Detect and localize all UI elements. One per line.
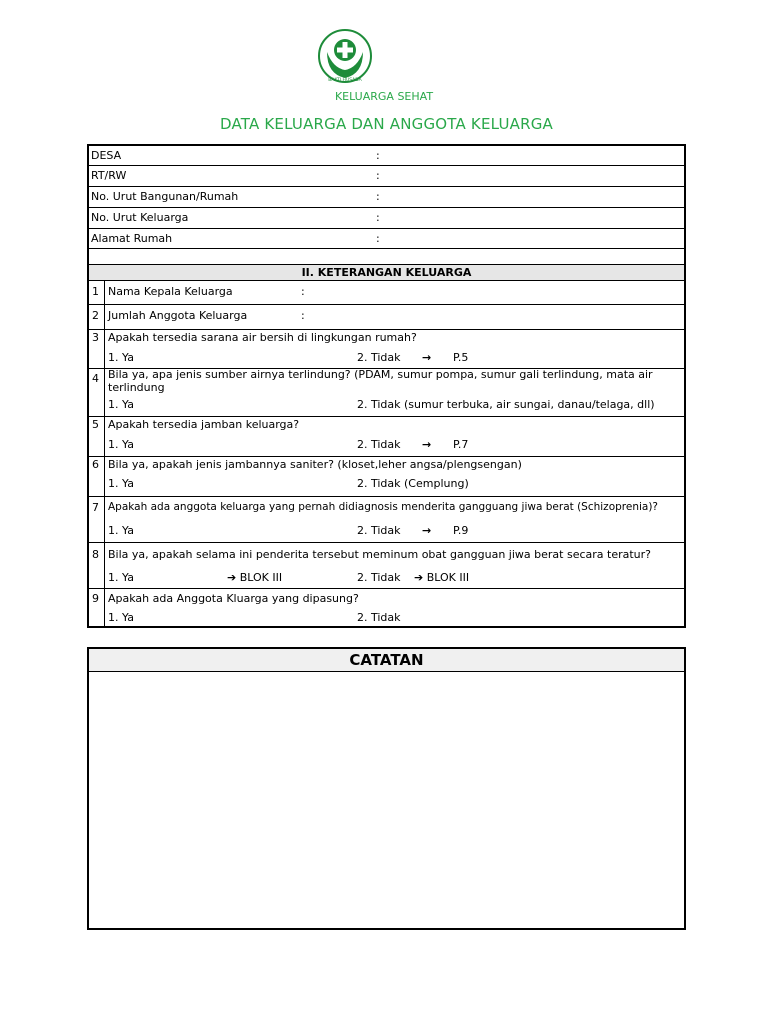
divider [89, 248, 684, 249]
divider [89, 329, 684, 330]
option-yes: 1. Ya [108, 398, 134, 411]
option-yes: 1. Ya [108, 438, 134, 451]
option-yes: 1. Ya [108, 477, 134, 490]
notes-header [89, 649, 684, 672]
notes-box [87, 647, 686, 930]
label-alamat: Alamat Rumah [91, 232, 173, 245]
question-text: Apakah ada Anggota Kluarga yang dipasung? [108, 592, 359, 605]
arrow-icon: → [422, 351, 432, 364]
option-no: 2. Tidak [357, 571, 401, 584]
option-yes: 1. Ya [108, 571, 134, 584]
question-text: Jumlah Anggota Keluarga [108, 309, 248, 322]
colon: : [376, 232, 380, 245]
question-number: 5 [92, 418, 99, 431]
option-yes: 1. Ya [108, 524, 134, 537]
skip-target: P.5 [453, 351, 469, 364]
colon: : [376, 211, 380, 224]
question-number: 2 [92, 309, 99, 322]
option-no: 2. Tidak [357, 524, 401, 537]
question-number: 7 [92, 501, 99, 514]
question-text: Bila ya, apakah selama ini penderita tersebut meminum obat gangguan jiwa berat secara teratur? [108, 548, 652, 561]
divider [89, 165, 684, 166]
divider [89, 588, 684, 589]
question-number: 6 [92, 458, 99, 471]
question-text: Apakah tersedia jamban keluarga? [108, 418, 300, 431]
skip-target: ➔ BLOK III [414, 571, 470, 584]
divider [89, 542, 684, 543]
bakti-husada-logo [317, 28, 373, 84]
logo-text: BAKTI HUSADA [328, 78, 362, 83]
arrow-icon: → [422, 524, 432, 537]
label-no-bangunan: No. Urut Bangunan/Rumah [91, 190, 239, 203]
colon: : [376, 190, 380, 203]
skip-target: P.9 [453, 524, 469, 537]
section-title: II. KETERANGAN KELUARGA [301, 266, 472, 279]
number-column-line [104, 280, 105, 626]
brand-name: KELUARGA SEHAT [334, 90, 434, 103]
colon: : [301, 285, 305, 298]
divider [89, 304, 684, 305]
label-desa: DESA [91, 149, 122, 162]
question-text: Apakah tersedia sarana air bersih di lingkungan rumah? [108, 331, 417, 344]
divider [89, 496, 684, 497]
divider [89, 456, 684, 457]
question-text: Bila ya, apa jenis sumber airnya terlindung? (PDAM, sumur pompa, sumur gali terlindung, mata air terlindung [108, 368, 653, 394]
question-text: Nama Kepala Keluarga [108, 285, 233, 298]
skip-target: P.7 [453, 438, 469, 451]
question-number: 8 [92, 548, 99, 561]
divider [89, 416, 684, 417]
skip-target: ➔ BLOK III [227, 571, 283, 584]
label-rt-rw: RT/RW [91, 169, 127, 182]
question-number: 1 [92, 285, 99, 298]
question-text: Apakah ada anggota keluarga yang pernah didiagnosis menderita gangguang jiwa berat (Schizoprenia)? [108, 501, 659, 513]
family-data-form [87, 144, 686, 628]
option-no: 2. Tidak (sumur terbuka, air sungai, danau/telaga, dll) [357, 398, 655, 411]
divider [89, 228, 684, 229]
option-yes: 1. Ya [108, 611, 134, 624]
divider [89, 280, 684, 281]
question-number: 4 [92, 372, 99, 385]
option-no: 2. Tidak (Cemplung) [357, 477, 469, 490]
divider [89, 186, 684, 187]
colon: : [301, 309, 305, 322]
question-number: 3 [92, 331, 99, 344]
option-no: 2. Tidak [357, 438, 401, 451]
arrow-icon: → [422, 438, 432, 451]
colon: : [376, 169, 380, 182]
question-number: 9 [92, 592, 99, 605]
option-no: 2. Tidak [357, 351, 401, 364]
form-title: DATA KELUARGA DAN ANGGOTA KELUARGA [219, 115, 554, 133]
divider [89, 207, 684, 208]
option-yes: 1. Ya [108, 351, 134, 364]
notes-title: CATATAN [349, 651, 424, 669]
question-text: Bila ya, apakah jenis jambannya saniter? (kloset,leher angsa/plengsengan) [108, 458, 522, 471]
colon: : [376, 149, 380, 162]
option-no: 2. Tidak [357, 611, 401, 624]
label-no-keluarga: No. Urut Keluarga [91, 211, 189, 224]
